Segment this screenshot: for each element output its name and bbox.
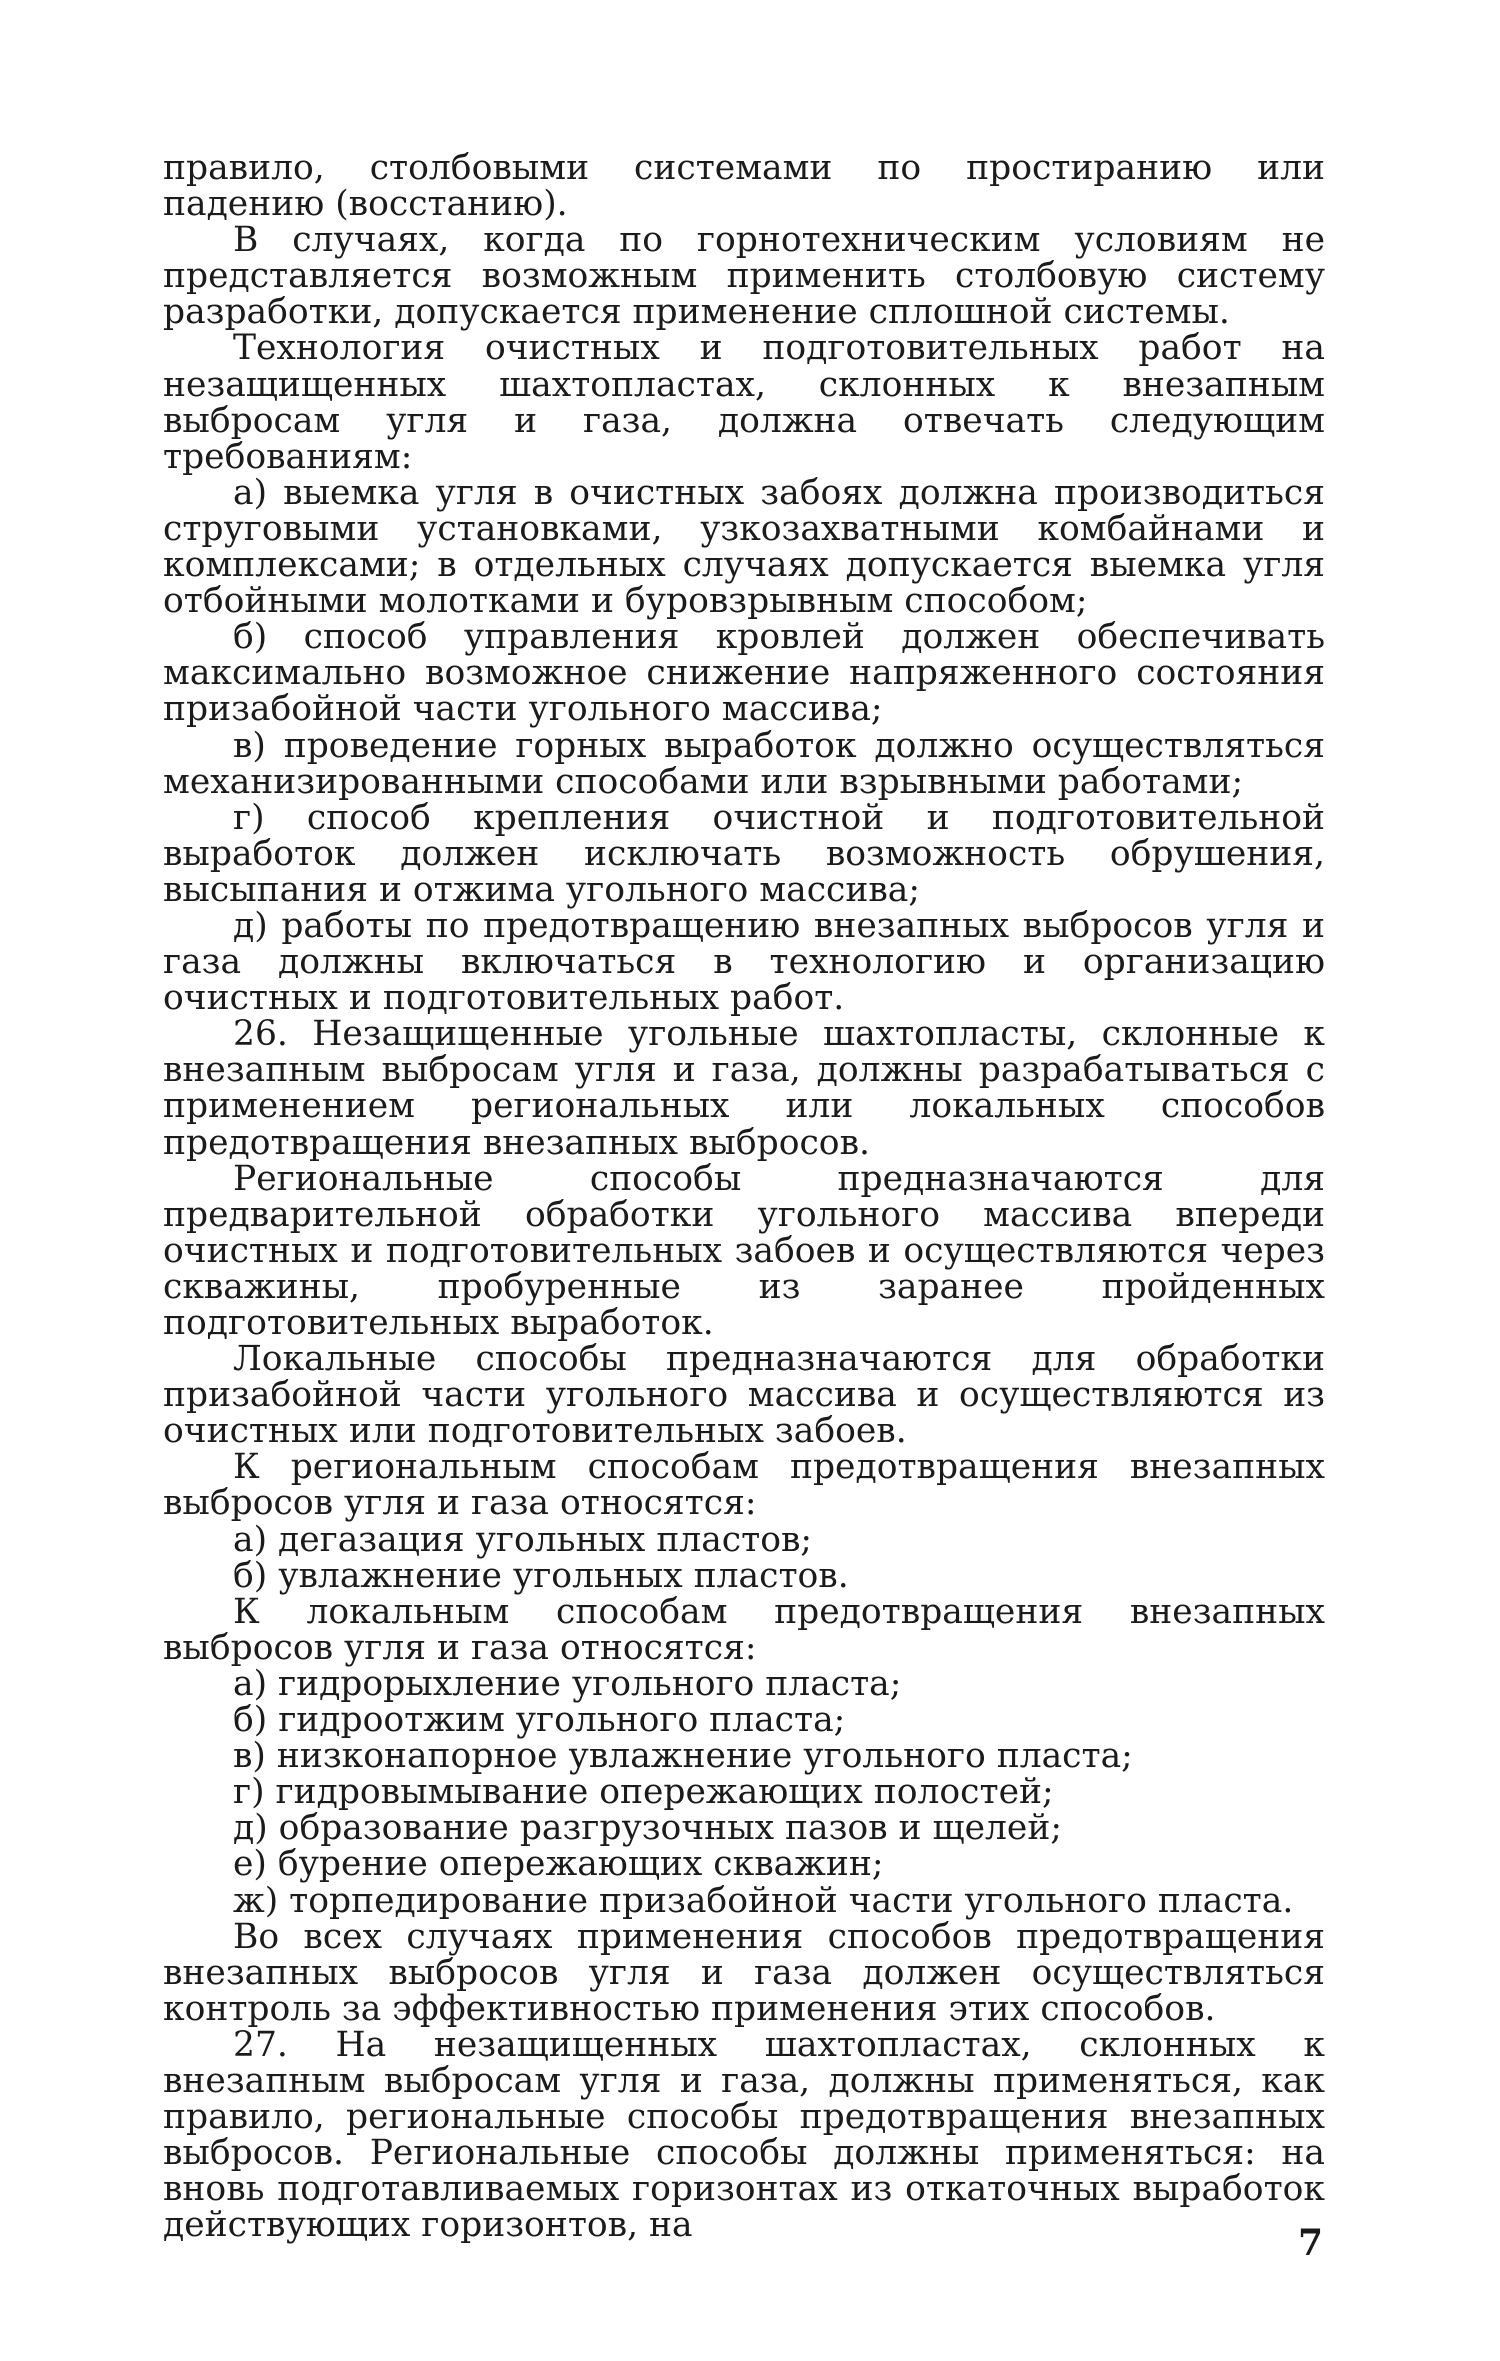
- paragraph: К региональным способам предотвращения внезапных выбросов угля и газа относятся:: [163, 1447, 1325, 1524]
- paragraph: Региональные способы предназначаются для предварительной обработки угольного массива впереди очистных и подготовительных забоев и осуществляются через скважины, пробуренные из заранее пройденных подготовительных выработок.: [163, 1158, 1325, 1343]
- list-item: ж) торпедирование призабойной части угольного пласта.: [233, 1880, 1294, 1921]
- list-item: в) низконапорное увлажнение угольного пласта;: [233, 1736, 1133, 1777]
- list-item: а) выемка угля в очистных забоях должна производиться струговыми установками, узкозахватными комбайнами и комплексами; в отдельных случаях допускается выемка угля отбойными молотками и буровзрывным способом;: [163, 472, 1325, 622]
- list-item: д) образование разгрузочных пазов и щелей;: [233, 1808, 1062, 1849]
- list-item: а) гидрорыхление угольного пласта;: [233, 1663, 902, 1704]
- page-body: [163, 148, 1325, 2246]
- paragraph: К локальным способам предотвращения внезапных выбросов угля и газа относятся:: [163, 1591, 1325, 1668]
- list-item: д) работы по предотвращению внезапных выбросов угля и газа должны включаться в технологию и организацию очистных и подготовительных работ.: [163, 905, 1325, 1019]
- list-item: б) способ управления кровлей должен обеспечивать максимально возможное снижение напряженного состояния призабойной части угольного массива;: [163, 617, 1325, 730]
- paragraph: Технология очистных и подготовительных работ на незащищенных шахтопластах, склонных к внезапным выбросам угля и газа, должна отвечать следующим требованиям:: [163, 328, 1325, 477]
- paragraph: В случаях, когда по горнотехническим условиям не представляется возможным применить столбовую систему разработки, допускается применение сплошной системы.: [163, 220, 1325, 333]
- section-26: 26. Незащищенные угольные шахтопласты, склонные к внезапным выбросам угля и газа, должны разрабатываться с применением региональных или локальных способов предотвращения внезапных выбросов.: [163, 1014, 1325, 1163]
- page-number: 7: [1298, 2222, 1324, 2264]
- paragraph: Во всех случаях применения способов предотвращения внезапных выбросов угля и газа должен осуществляться контроль за эффективностью применения этих способов.: [163, 1916, 1325, 2029]
- list-item: г) способ крепления очистной и подготовительной выработок должен исключать возможность обрушения, высыпания и отжима угольного массива;: [163, 797, 1325, 910]
- list-item: е) бурение опережающих скважин;: [233, 1844, 884, 1885]
- list-item: г) гидровымывание опережающих полостей;: [233, 1772, 1054, 1813]
- list-item: б) гидроотжим угольного пласта;: [233, 1700, 846, 1741]
- paragraph: Локальные способы предназначаются для обработки призабойной части угольного массива и осуществляются из очистных или подготовительных забоев.: [163, 1339, 1325, 1452]
- list-item: а) дегазация угольных пластов;: [233, 1519, 813, 1560]
- list-item: в) проведение горных выработок должно осуществляться механизированными способами или взрывными работами;: [163, 725, 1325, 802]
- list-item: б) увлажнение угольных пластов.: [233, 1555, 849, 1596]
- section-27: 27. На незащищенных шахтопластах, склонных к внезапным выбросам угля и газа, должны применяться, как правило, региональные способы предотвращения внезапных выбросов. Региональные способы должны применяться: на вновь подготавливаемых горизонтах из откаточных выработок действующих горизонтов, на: [163, 2024, 1325, 2246]
- paragraph: правило, столбовыми системами по простиранию или падению (восстанию).: [163, 148, 1325, 225]
